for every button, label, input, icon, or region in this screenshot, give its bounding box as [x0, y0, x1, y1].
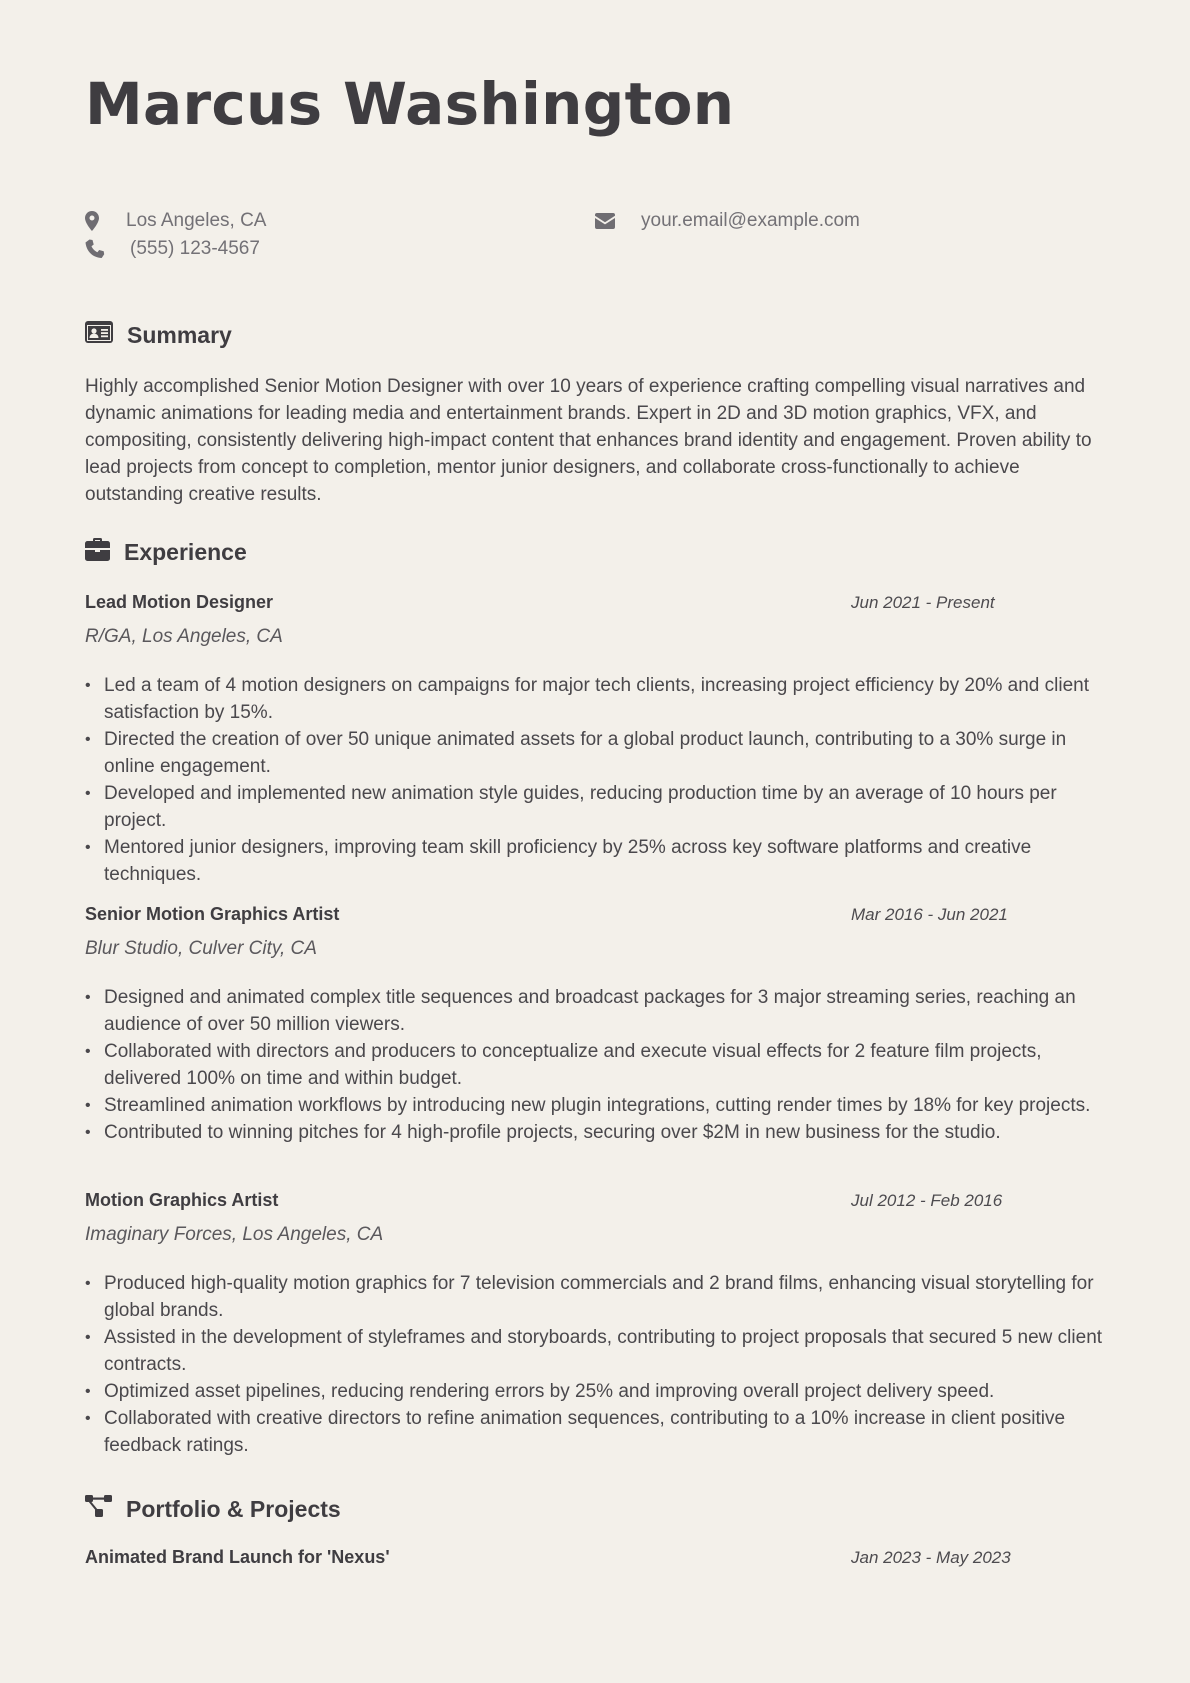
portfolio-title: Portfolio & Projects: [126, 1495, 341, 1522]
job-bullet: • Contributed to winning pitches for 4 high-profile projects, securing over $2M in new business for the studio.: [85, 1119, 1110, 1146]
job-bullet: • Directed the creation of over 50 unique animated assets for a global product launch, contributing to a 30% surge in online engagement.: [85, 726, 1110, 780]
job-dates: Jun 2021 - Present: [851, 593, 995, 612]
phone-icon: [85, 238, 107, 260]
diagram-nodes-icon: [85, 1495, 112, 1523]
job-bullet: • Led a team of 4 motion designers on campaigns for major tech clients, increasing project efficiency by 20% and client satisfaction by 15%.: [85, 672, 1110, 726]
summary-paragraph: Highly accomplished Senior Motion Designer with over 10 years of experience crafting compelling visual narratives and dynamic animations for leading media and entertainment brands. Expert in 2D and 3D motion graphics, VFX, and compositing, consistently delivering high-impact content that enhances brand identity and engagement. Proven ability to lead projects from concept to completion, mentor junior designers, and collaborate cross-functionally to achieve outstanding creative results.: [85, 376, 1092, 505]
contact-phone: [85, 238, 260, 260]
phone-text[interactable]: (555) 123-4567: [130, 238, 260, 259]
summary-heading: [85, 321, 232, 349]
job-title: Senior Motion Graphics Artist: [85, 904, 340, 924]
experience-title: Experience: [124, 539, 247, 565]
job-bullet: • Designed and animated complex title sequences and broadcast packages for 3 major streaming series, reaching an audience of over 50 million viewers.: [85, 984, 1110, 1038]
job-bullets: [85, 1270, 1110, 1459]
experience-heading: [85, 538, 247, 567]
job-bullets: [85, 672, 1110, 888]
project-title: Animated Brand Launch for 'Nexus': [85, 1547, 390, 1567]
job-company: R/GA, Los Angeles, CA: [85, 626, 283, 647]
map-pin-icon: [85, 210, 107, 232]
job-company: Imaginary Forces, Los Angeles, CA: [85, 1224, 384, 1245]
job-dates: Mar 2016 - Jun 2021: [851, 905, 1008, 924]
job-bullet: • Produced high-quality motion graphics for 7 television commercials and 2 brand films, enhancing visual storytelling for global brands.: [85, 1270, 1110, 1324]
job-bullet: • Streamlined animation workflows by introducing new plugin integrations, cutting render times by 18% for key projects.: [85, 1092, 1110, 1119]
id-card-icon: [85, 321, 113, 349]
email-text[interactable]: your.email@example.com: [641, 210, 860, 231]
contact-email: [595, 210, 860, 232]
project-dates: Jan 2023 - May 2023: [851, 1548, 1011, 1567]
job-bullet: • Developed and implemented new animation style guides, reducing production time by an average of 10 hours per project.: [85, 780, 1110, 834]
portfolio-heading: [85, 1495, 341, 1523]
briefcase-icon: [85, 538, 110, 567]
job-bullet: • Collaborated with directors and producers to conceptualize and execute visual effects for 2 feature film projects, delivered 100% on time and within budget.: [85, 1038, 1110, 1092]
job-bullet: • Optimized asset pipelines, reducing rendering errors by 25% and improving overall project delivery speed.: [85, 1378, 1110, 1405]
job-bullet: • Assisted in the development of styleframes and storyboards, contributing to project proposals that secured 5 new client contracts.: [85, 1324, 1110, 1378]
contact-location: [85, 210, 266, 232]
job-company: Blur Studio, Culver City, CA: [85, 938, 317, 959]
job-title: Lead Motion Designer: [85, 592, 274, 612]
summary-title: Summary: [127, 321, 232, 348]
job-title: Motion Graphics Artist: [85, 1190, 279, 1210]
candidate-name: Marcus Washington: [85, 70, 735, 138]
job-dates: Jul 2012 - Feb 2016: [851, 1191, 1003, 1210]
job-bullet: • Collaborated with creative directors to refine animation sequences, contributing to a 10% increase in client positive feedback ratings.: [85, 1405, 1110, 1459]
job-bullets: [85, 984, 1110, 1146]
location-text: Los Angeles, CA: [126, 210, 267, 231]
job-bullet: • Mentored junior designers, improving team skill proficiency by 25% across key software platforms and creative techniques.: [85, 834, 1110, 888]
contact-info: [85, 210, 1105, 270]
envelope-icon: [595, 210, 617, 232]
